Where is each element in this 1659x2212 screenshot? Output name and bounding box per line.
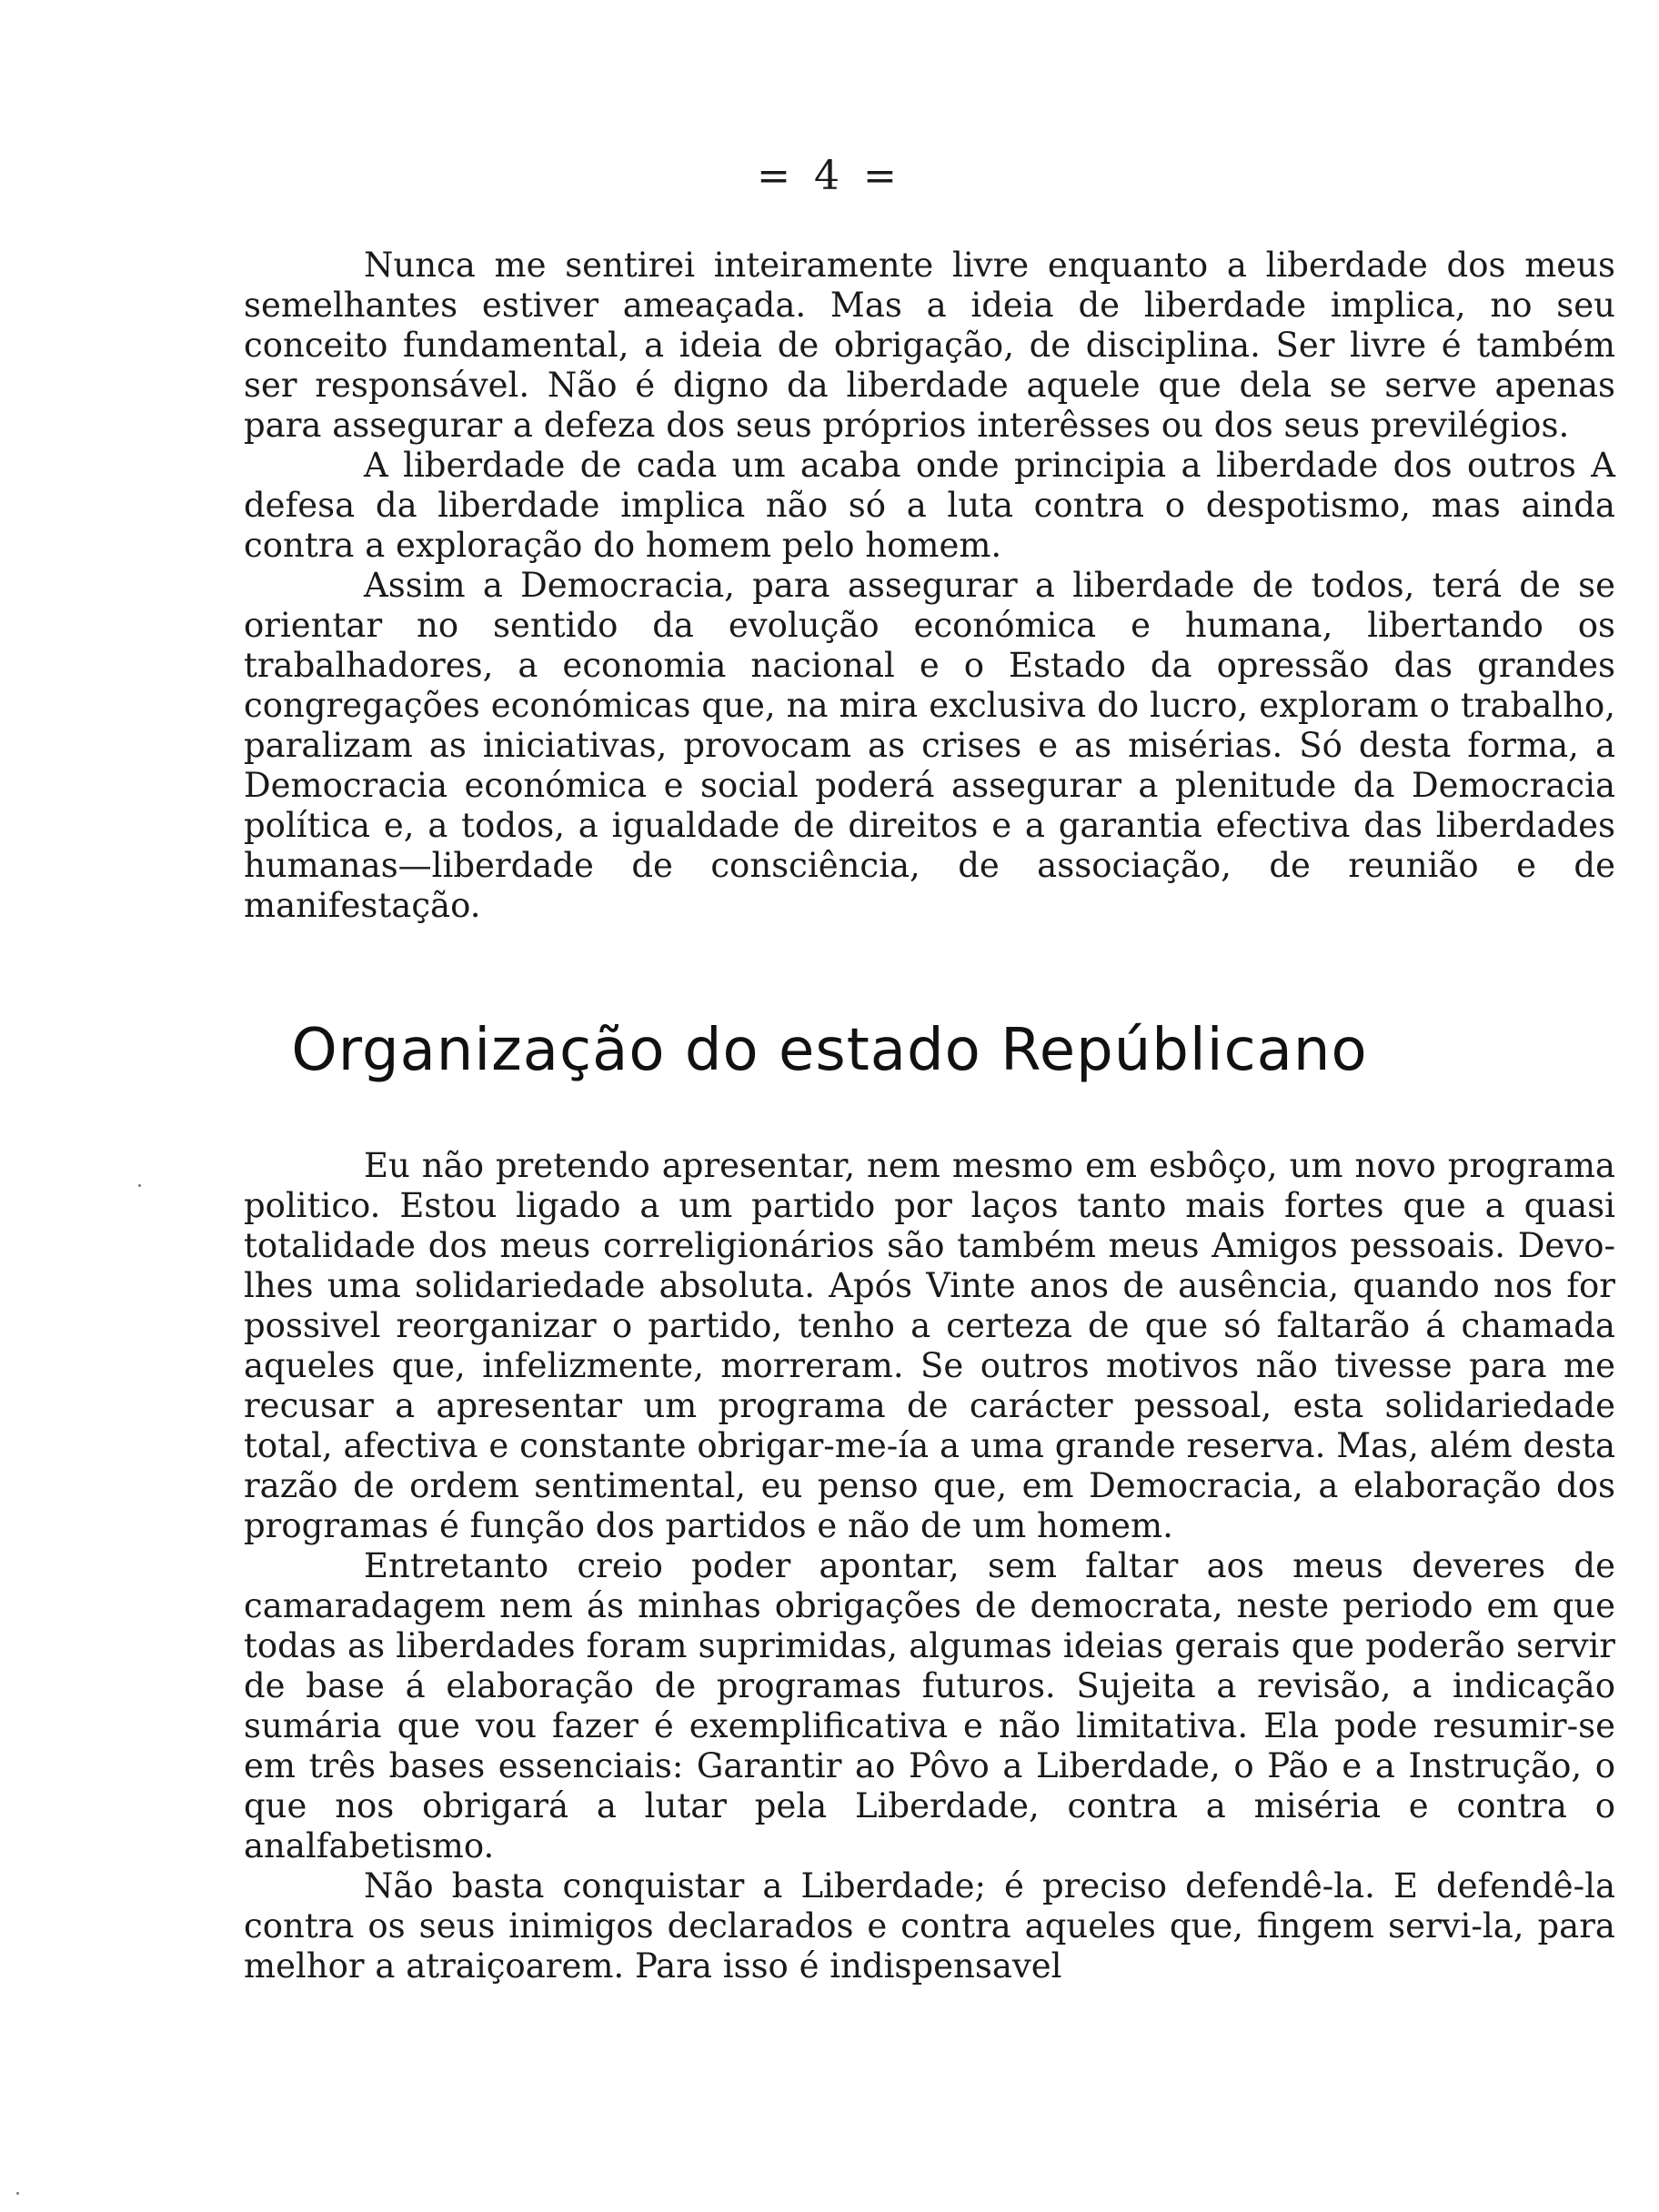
section-paragraph-1: Eu não pretendo apresentar, nem mesmo em esbôço, um novo programa politico. Estou ligado a um partido por laços tanto mais fortes que a quasi totalidade dos meus correligionários são também meus Amigos pessoais. Devo-lhes uma solidariedade absoluta. Após Vinte anos de ausência, quando nos for possivel reorganizar o partido, tenho a certeza de que só faltarão á chamada aqueles que, infelizmente, morreram. Se outros motivos não tivesse para me recusar a apresentar um programa de carácter pessoal, esta solidariedade total, afectiva e constante obrigar-me-ía a uma grande reserva. Mas, além desta razão de ordem sentimental, eu penso que, em Democracia, a elaboração dos programas é função dos partidos e não de um homem. <box>244 1146 1615 1545</box>
section-paragraph-2: Entretanto creio poder apontar, sem faltar aos meus deveres de camaradagem nem ás minhas obrigações de democrata, neste periodo em que todas as liberdades foram suprimidas, algumas ideias gerais que poderão servir de base á elaboração de programas futuros. Sujeita a revisão, a indicação sumária que vou fazer é exemplificativa e não limitativa. Ela pode resumir-se em três bases essenciais: Garantir ao Pôvo a Liberdade, o Pão e a Instrução, o que nos obrigará a lutar pela Liberdade, contra a miséria e contra o analfabetismo. <box>244 1546 1615 1865</box>
intro-paragraph-3: Assim a Democracia, para assegurar a liberdade de todos, terá de se orientar no sentido da evolução económica e humana, libertando os trabalhadores, a economia nacional e o Estado da opressão das grandes congregações económicas que, na mira exclusiva do lucro, exploram o trabalho, paralizam as iniciativas, provocam as crises e as misérias. Só desta forma, a Democracia económica e social poderá assegurar a plenitude da Democracia política e, a todos, a igualdade de direitos e a garantia efectiva das liberdades humanas—liberdade de consciência, de associação, de reunião e de manifestação. <box>244 566 1615 925</box>
print-speck <box>138 1184 141 1187</box>
section-title: Organização do estado Repúblicano <box>291 1017 1368 1084</box>
print-speck <box>16 2192 19 2195</box>
page-number: = 4 = <box>757 153 902 199</box>
intro-paragraph-2: A liberdade de cada um acaba onde principia a liberdade dos outros A defesa da liberdade implica não só a luta contra o despotismo, mas ainda contra a exploração do homem pelo homem. <box>244 446 1615 565</box>
section-paragraph-3: Não basta conquistar a Liberdade; é preciso defendê-la. E defendê-la contra os seus inimigos declarados e contra aqueles que, fingem servi-la, para melhor a atraiçoarem. Para isso é indispensavel <box>244 1866 1615 1986</box>
intro-text <box>244 246 1615 926</box>
section-text <box>244 1146 1615 1986</box>
intro-paragraph-1: Nunca me sentirei inteiramente livre enquanto a liberdade dos meus semelhantes estiver ameaçada. Mas a ideia de liberdade implica, no seu conceito fundamental, a ideia de obrigação, de disciplina. Ser livre é também ser responsável. Não é digno da liberdade aquele que dela se serve apenas para assegurar a defeza dos seus próprios interêsses ou dos seus previlégios. <box>244 246 1615 445</box>
